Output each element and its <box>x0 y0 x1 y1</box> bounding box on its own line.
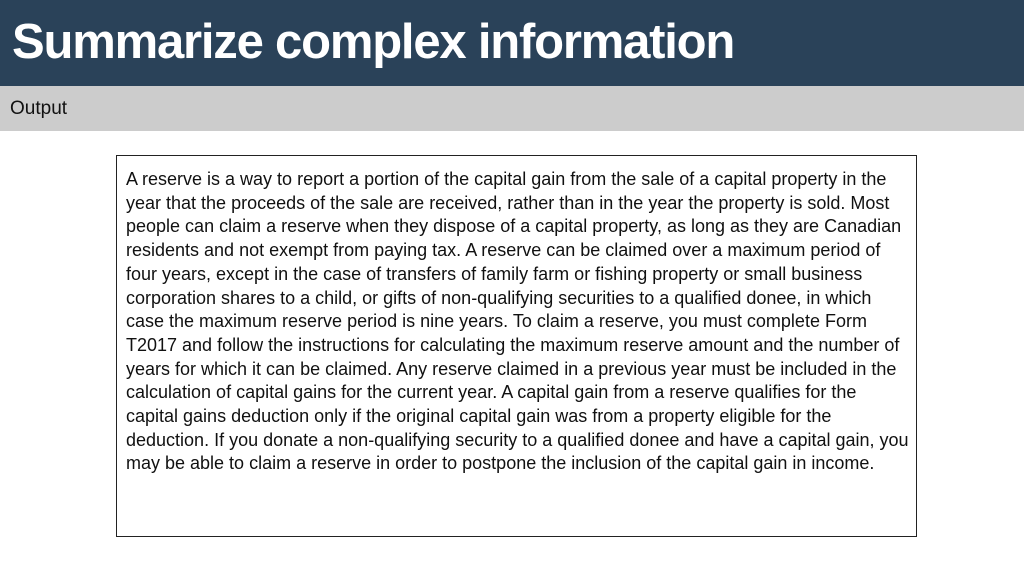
title-bar <box>0 0 1024 86</box>
section-label: Output <box>10 98 68 119</box>
output-paragraph: A reserve is a way to report a portion of the capital gain from the sale of a capital property in the year that the proceeds of the sale are received, rather than in the year the property is sold. Most people can claim a reserve when they dispose of a capital property, as long as they are Canadian residents and not exempt from paying tax. A reserve can be claimed over a maximum period of four years, except in the case of transfers of family farm or fishing property or small business corporation shares to a child, or gifts of non-qualifying securities to a qualified donee, in which case the maximum reserve period is nine years. To claim a reserve, you must complete Form T2017 and follow the instructions for calculating the maximum reserve amount and the number of years for which it can be claimed. Any reserve claimed in a previous year must be included in the calculation of capital gains for the current year. A capital gain from a reserve qualifies for the capital gains deduction only if the original capital gain was from a property eligible for the deduction. If you donate a non-qualifying security to a qualified donee and have a capital gain, you may be able to claim a reserve in order to postpone the inclusion of the capital gain in income. <box>126 169 909 474</box>
slide-title: Summarize complex information <box>12 15 735 69</box>
output-text-box <box>116 155 917 537</box>
subtitle-bar <box>0 86 1024 131</box>
